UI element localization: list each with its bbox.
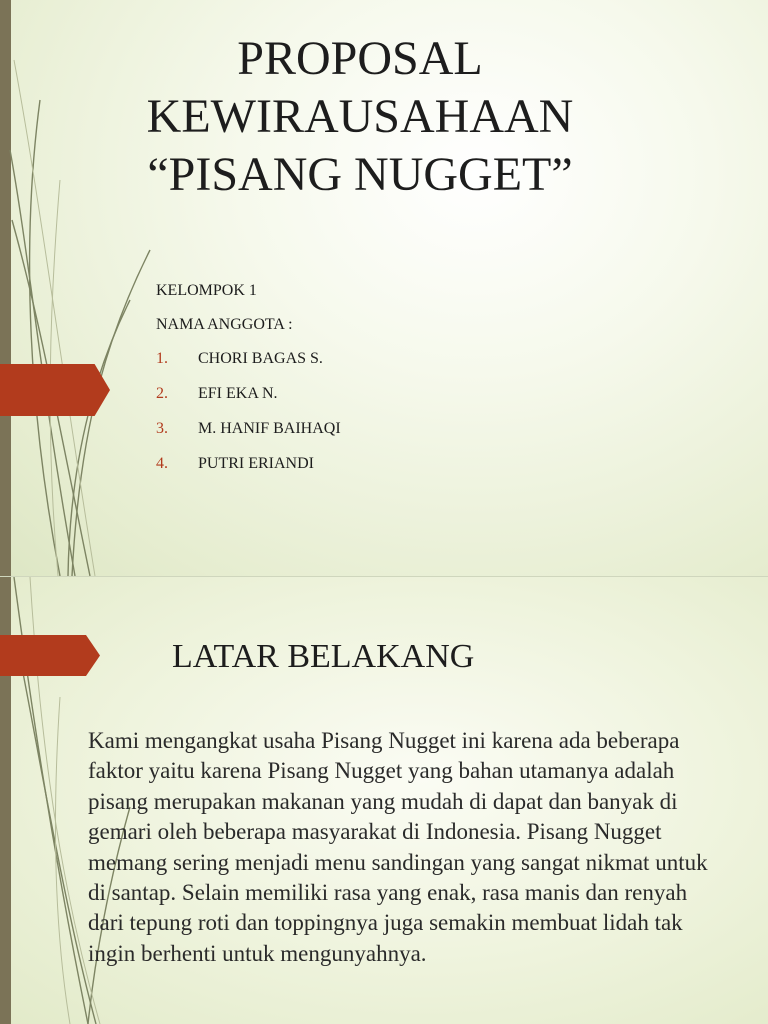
list-item <box>156 453 341 488</box>
title-line: KEWIRAUSAHAAN <box>146 90 574 143</box>
member-list <box>156 348 341 488</box>
list-item <box>156 348 341 383</box>
arrow-marker <box>0 635 100 676</box>
title-line: “PISANG NUGGET” <box>147 148 573 201</box>
list-number: 3. <box>156 420 168 437</box>
title-line: PROPOSAL <box>237 32 483 85</box>
body-paragraph: Kami mengangkat usaha Pisang Nugget ini karena ada beberapa faktor yaitu karena Pisang Nugget yang bahan utamanya adalah pisang merupakan makanan yang mudah di dapat dan banyak di gemari oleh beberapa masyarakat di Indonesia. Pisang Nugget memang sering menjadi menu sandingan yang sangat nikmat untuk di santap. Selain memiliki rasa yang enak, rasa manis dan renyah dari tepung roti dan toppingnya juga semakin membuat lidah tak ingin berhenti untuk mengunyahnya. <box>88 728 708 966</box>
member-name: PUTRI ERIANDI <box>198 455 314 472</box>
members-label: NAMA ANGGOTA : <box>156 316 293 333</box>
list-number: 4. <box>156 455 168 472</box>
list-number: 1. <box>156 350 168 367</box>
page-title <box>100 30 620 204</box>
list-number: 2. <box>156 385 168 402</box>
slide-background <box>0 577 768 1024</box>
group-label: KELOMPOK 1 <box>156 282 257 299</box>
list-item <box>156 418 341 453</box>
member-name: M. HANIF BAIHAQI <box>198 420 341 437</box>
arrow-marker <box>0 364 110 416</box>
member-name: CHORI BAGAS S. <box>198 350 323 367</box>
group-info <box>156 280 293 348</box>
section-heading: LATAR BELAKANG <box>172 638 475 675</box>
member-name: EFI EKA N. <box>198 385 278 402</box>
list-item <box>156 383 341 418</box>
